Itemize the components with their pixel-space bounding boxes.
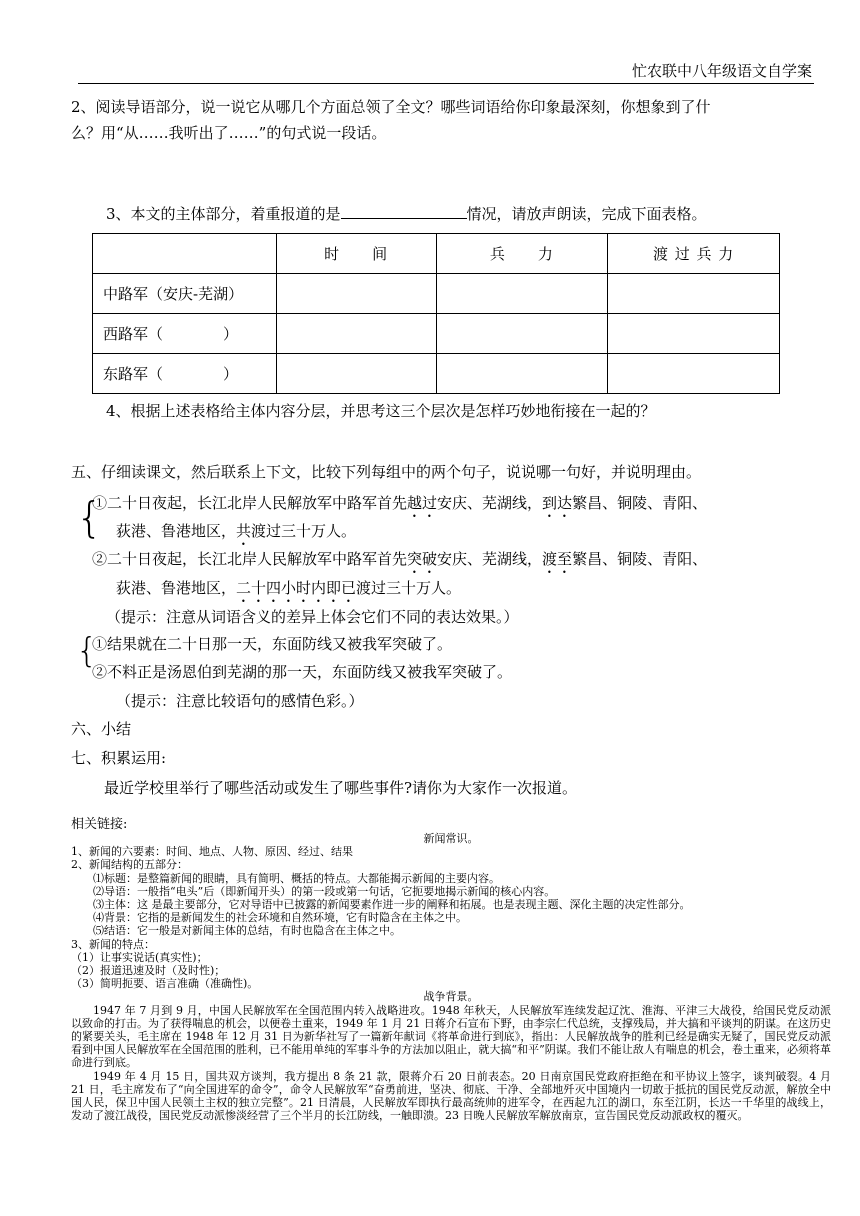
sentence-1a: [92, 490, 707, 521]
sentence-2a: ①结果就在二十日那一天，东面防线又被我军突破了。: [92, 635, 453, 653]
text-part: ②二十日夜起，长江北岸人民解放军中路军首先: [92, 550, 408, 568]
table-header-force: 兵 力: [436, 234, 608, 274]
sentence-1b: [116, 518, 356, 549]
table-row: [93, 354, 780, 394]
table-cell[interactable]: [436, 354, 608, 394]
table-header-crossed: 渡 过 兵 力: [608, 234, 780, 274]
table-header-cell: [93, 234, 277, 274]
row-label-central: 中路军（安庆-芜湖）: [93, 274, 277, 314]
text-part: 繁昌、铜陵、青阳、: [572, 494, 708, 512]
text-part: 荻港、鲁港地区，: [116, 522, 237, 540]
war-paragraph-1: 1947 年 7 月到 9 月，中国人民解放军在全国范围内转入战略进攻。1948 年秋天，人民解放军连续发起辽沈、淮海、平津三大战役，给国民党反动派以致命的打击。为了获得喘息的机会，以便卷土重来，1949 年 1 月 21 日蒋介石宣布下野，由李宗仁代总统，支撑残局，并大搞和平谈判的阴谋。在这历史的紧要关头，毛主席在 1948 年 12 月 31 日为新华社写了一篇新年献词《将革命进行到底》，指出：人民解放战争的胜利已经是确实无疑了，国民党反动派看到中国人民解放军在全国范围的胜利，已不能用单纯的军事斗争的方法加以阻止，就大搞“和平”阴谋。我们不能让敌人有喘息的机会，卷土重来，必须将革命进行到底。: [71, 1003, 831, 1070]
question-4: 4、根据上述表格给主体内容分层，并思考这三个层次是怎样巧妙地衔接在一起的？: [106, 402, 656, 420]
links-title: 相关链接:: [71, 817, 128, 832]
section-7-body: 最近学校里举行了哪些活动或发生了哪些事件?请你为大家作一次报道。: [104, 779, 578, 797]
sentence-1c: [92, 546, 707, 577]
table-header-row: [93, 234, 780, 274]
news-knowledge: [71, 832, 831, 1122]
q2-line1: 2、阅读导语部分，说一说它从哪几个方面总领了全文？哪些词语给你印象最深刻，你想象到了什: [71, 98, 711, 116]
question-3: [106, 201, 707, 227]
war-paragraph-2: 1949 年 4 月 15 日，国共双方谈判，我方提出 8 条 21 款，限蒋介石 20 日前表态。20 日南京国民党政府拒绝在和平协议上签字，谈判破裂。4 月 21 日，毛主席发布了“向全国进军的命令”，命令人民解放军“奋勇前进，坚决、彻底、干净、全部地歼灭中国境内一切敢于抵抗的国民党反动派，解放全中国人民，保卫中国人民领土主权的独立完整”。21 日清晨，人民解放军即执行最高统帅的进军令，在西起九江的湖口，东至江阴，长达一千华里的战线上，发动了渡江战役，国民党反动派惨淡经营了三个半月的长江防线，一触即溃。23 日晚人民解放军解放南京，宣告国民党反动派政权的覆灭。: [71, 1069, 831, 1123]
text-part: 繁昌、铜陵、青阳、: [572, 550, 708, 568]
q3-before: 3、本文的主体部分，着重报道的是: [106, 205, 341, 223]
table-header-time: 时 间: [276, 234, 436, 274]
list-item: 2、新闻结构的五部分：: [71, 858, 188, 872]
emphasis-word: 突破: [407, 550, 438, 568]
section-6-title: 六、小结: [71, 720, 132, 738]
sentence-1d: [116, 575, 461, 606]
war-title: 战争背景。: [423, 990, 479, 1004]
emphasis-word: 渡至: [542, 550, 573, 568]
hint-2: （提示：注意比较语句的感情色彩。）: [116, 692, 364, 710]
news-title: 新闻常识。: [423, 832, 479, 845]
list-item: （3）简明扼要、语言准确（准确性)。: [71, 977, 259, 991]
text-part: 渡过三十万人。: [251, 522, 357, 540]
page-header: 忙农联中八年级语文自学案: [631, 62, 812, 80]
brace-icon: {: [76, 493, 103, 542]
list-item: ⑷背景：它指的是新闻发生的社会环境和自然环境，它有时隐含在主体之中。: [93, 911, 467, 925]
text-part: 荻港、鲁港地区，: [116, 579, 237, 597]
emphasis-word: 共: [236, 522, 252, 540]
table-cell[interactable]: [276, 274, 436, 314]
row-label-west: 西路军（ ）: [93, 314, 277, 354]
list-item: （2）报道迅速及时（及时性)；: [71, 964, 226, 978]
text-part: ①二十日夜起，长江北岸人民解放军中路军首先: [92, 494, 408, 512]
list-item: ⑵导语：一般指“电头”后（即新闻开头）的第一段或第一句话，它扼要地揭示新闻的核心内容。: [93, 884, 556, 898]
q3-blank: [341, 203, 467, 219]
table-cell[interactable]: [608, 274, 780, 314]
table-row: [93, 314, 780, 354]
section-7-title: 七、积累运用:: [71, 749, 167, 767]
list-item: （1）让事实说话(真实性)；: [71, 950, 208, 964]
emphasis-word: 到达: [542, 494, 573, 512]
list-item: 1、新闻的六要素：时间、地点、人物、原因、经过、结果: [71, 845, 353, 859]
brace-icon: {: [76, 631, 98, 671]
q3-after: 情况，请放声朗读，完成下面表格。: [466, 205, 707, 223]
section-5-title: 五、仔细读课文，然后联系上下文，比较下列每组中的两个句子，说说哪一句好，并说明理由。: [71, 463, 702, 481]
list-item: ⑴标题：是整篇新闻的眼睛，具有简明、概括的特点。大都能揭示新闻的主要内容。: [93, 871, 500, 885]
text-part: 安庆、芜湖线，: [437, 550, 543, 568]
sentence-2b: ②不料正是汤恩伯到芜湖的那一天，东面防线又被我军突破了。: [92, 663, 513, 681]
q2-line2: 么？用“从……我听出了……”的句式说一段话。: [71, 124, 387, 142]
list-item: ⑶主体：这 是最主要部分，它对导语中已披露的新闻要素作进一步的阐释和拓展。也是表现主题、深化主题的决定性部分。: [93, 898, 691, 912]
table-cell[interactable]: [608, 314, 780, 354]
table-cell[interactable]: [436, 314, 608, 354]
table-row: [93, 274, 780, 314]
table-cell[interactable]: [436, 274, 608, 314]
emphasis-word: 越过: [407, 494, 438, 512]
table-cell[interactable]: [276, 354, 436, 394]
emphasis-word: 二十四小时内即已: [236, 579, 357, 597]
hint-1: （提示：注意从词语含义的差异上体会它们不同的表达效果。）: [106, 608, 519, 626]
table-cell[interactable]: [608, 354, 780, 394]
text-part: 渡过三十万人。: [356, 579, 462, 597]
list-item: 3、新闻的特点：: [71, 937, 155, 951]
list-item: ⑸结语：它一般是对新闻主体的总结，有时也隐含在主体之中。: [93, 924, 401, 938]
header-rule: [78, 83, 814, 84]
table-cell[interactable]: [276, 314, 436, 354]
troops-table: [92, 233, 780, 394]
question-2: [71, 94, 831, 146]
text-part: 安庆、芜湖线，: [437, 494, 543, 512]
row-label-east: 东路军（ ）: [93, 354, 277, 394]
